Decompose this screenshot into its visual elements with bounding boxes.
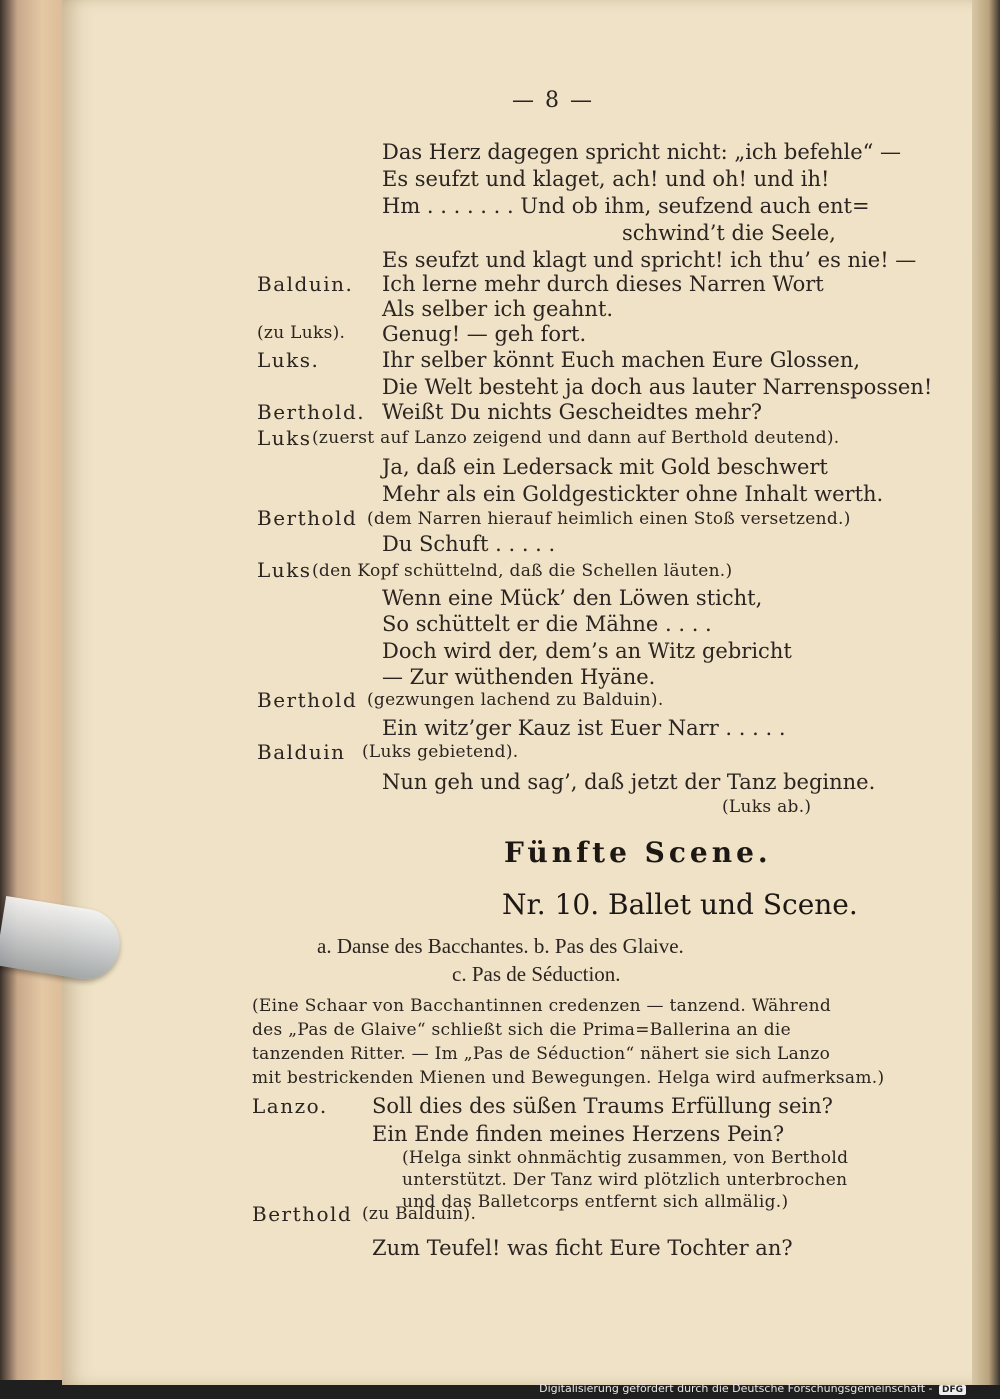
stage-direction: (Helga sinkt ohnmächtig zusammen, von Berthold xyxy=(402,1148,849,1168)
stage-direction: (gezwungen lachend zu Balduin). xyxy=(367,690,664,710)
stage-direction: (den Kopf schüttelnd, daß die Schellen läuten.) xyxy=(312,561,733,581)
speaker-name: Luks. xyxy=(257,348,320,372)
verse-line: Weißt Du nichts Gescheidtes mehr? xyxy=(382,400,762,424)
verse-line: Soll dies des süßen Traums Erfüllung sein? xyxy=(372,1094,833,1118)
speaker-name: Lanzo. xyxy=(252,1094,328,1118)
verse-line: schwind’t die Seele, xyxy=(622,221,836,245)
dfg-logo-icon: DFG xyxy=(939,1385,966,1395)
stage-direction: und das Balletcorps entfernt sich allmälig.) xyxy=(402,1192,789,1212)
dance-list-line: a. Danse des Bacchantes. b. Pas des Glaive. xyxy=(317,934,684,958)
verse-line: Du Schuft . . . . . xyxy=(382,532,556,556)
stage-direction: tanzenden Ritter. — Im „Pas de Séduction“ nähert sie sich Lanzo xyxy=(252,1044,831,1064)
stage-direction: (zuerst auf Lanzo zeigend und dann auf Berthold deutend). xyxy=(312,428,840,448)
verse-line: Ja, daß ein Ledersack mit Gold beschwert xyxy=(382,455,828,479)
stage-direction: (Eine Schaar von Bacchantinnen credenzen — tanzend. Während xyxy=(252,996,832,1016)
verse-line: Mehr als ein Goldgestickter ohne Inhalt werth. xyxy=(382,482,884,506)
stage-direction: (dem Narren hierauf heimlich einen Stoß versetzend.) xyxy=(367,509,851,529)
stage-direction: (zu Luks). xyxy=(257,323,346,343)
verse-line: Doch wird der, dem’s an Witz gebricht xyxy=(382,639,792,663)
page-edge xyxy=(972,0,1000,1385)
digitization-footer xyxy=(539,1382,966,1395)
verse-line: Wenn eine Mück’ den Löwen sticht, xyxy=(382,586,763,610)
verse-line: So schüttelt er die Mähne . . . . xyxy=(382,612,712,636)
verse-line: Das Herz dagegen spricht nicht: „ich befehle“ — xyxy=(382,140,902,164)
verse-line: Ein witz’ger Kauz ist Euer Narr . . . . . xyxy=(382,716,786,740)
verse-line: Als selber ich geahnt. xyxy=(382,297,614,321)
verse-line: Zum Teufel! was ficht Eure Tochter an? xyxy=(372,1236,793,1260)
verse-line: Hm . . . . . . . Und ob ihm, seufzend auch ent= xyxy=(382,194,870,218)
stage-direction: (zu Balduin). xyxy=(362,1204,477,1224)
speaker-name: Balduin. xyxy=(257,272,354,296)
footer-text: Digitalisierung gefördert durch die Deutsche Forschungsgemeinschaft - xyxy=(539,1382,933,1395)
speaker-name: Berthold xyxy=(252,1202,353,1226)
scene-title: Fünfte Scene. xyxy=(504,836,772,869)
speaker-name: Berthold xyxy=(257,506,358,530)
speaker-name: Luks xyxy=(257,426,312,450)
speaker-name: Balduin xyxy=(257,740,346,764)
stage-direction: des „Pas de Glaive“ schließt sich die Prima=Ballerina an die xyxy=(252,1020,792,1040)
verse-line: Genug! — geh fort. xyxy=(382,322,587,346)
number-title: Nr. 10. Ballet und Scene. xyxy=(502,888,858,921)
verse-line: Nun geh und sag’, daß jetzt der Tanz beginne. xyxy=(382,770,876,794)
stage-direction: (Luks ab.) xyxy=(722,797,812,817)
stage-direction: (Luks gebietend). xyxy=(362,742,519,762)
stage-direction: unterstützt. Der Tanz wird plötzlich unterbrochen xyxy=(402,1170,848,1190)
dance-list-line: c. Pas de Séduction. xyxy=(452,962,621,986)
book-page xyxy=(62,0,992,1385)
page-number: — 8 — xyxy=(512,88,594,113)
verse-line: Ich lerne mehr durch dieses Narren Wort xyxy=(382,272,824,296)
book-spine-edge xyxy=(0,0,70,1380)
verse-line: — Zur wüthenden Hyäne. xyxy=(382,665,656,689)
speaker-name: Luks xyxy=(257,558,312,582)
verse-line: Ihr selber könnt Euch machen Eure Glossen, xyxy=(382,348,861,372)
verse-line: Es seufzt und klaget, ach! und oh! und ih! xyxy=(382,167,830,191)
stage-direction: mit bestrickenden Mienen und Bewegungen. Helga wird aufmerksam.) xyxy=(252,1068,885,1088)
speaker-name: Berthold. xyxy=(257,400,366,424)
verse-line: Die Welt besteht ja doch aus lauter Narrenspossen! xyxy=(382,375,933,399)
speaker-name: Berthold xyxy=(257,688,358,712)
verse-line: Es seufzt und klagt und spricht! ich thu’ es nie! — xyxy=(382,248,917,272)
verse-line: Ein Ende finden meines Herzens Pein? xyxy=(372,1122,785,1146)
